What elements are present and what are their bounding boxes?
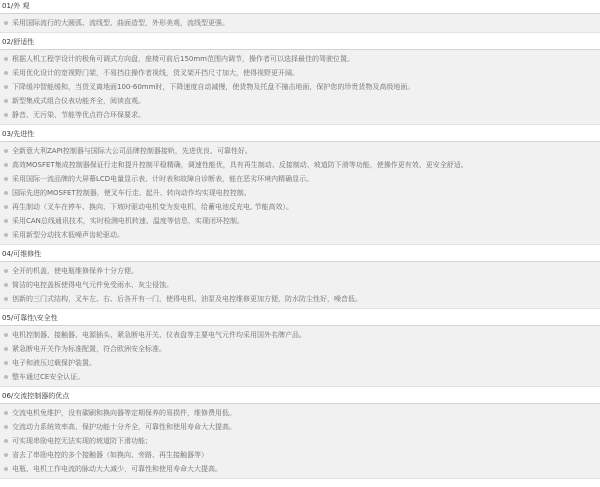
list-item — [0, 370, 600, 384]
list-item — [0, 108, 600, 122]
list-item — [0, 292, 600, 306]
list-item — [0, 406, 600, 420]
list-item — [0, 342, 600, 356]
bullet-icon — [4, 425, 8, 429]
list-item-text: 国际先进的MOSFET控制器，使叉车行走、起升、转向动作均实现电控控制。 — [12, 189, 251, 197]
list-item — [0, 158, 600, 172]
list-item-text: 采用国际流行的大圆弧、流线型、曲面造型，外形美观，流线型更强。 — [12, 19, 229, 27]
list-item-text: 再生制动（叉车在停车、换向、下坡时驱动电机变为发电机，给蓄电池反充电, 节能高效）。 — [12, 203, 293, 211]
bullet-icon — [4, 21, 8, 25]
bullet-icon — [4, 467, 8, 471]
list-item — [0, 66, 600, 80]
section-body — [0, 326, 600, 387]
bullet-icon — [4, 297, 8, 301]
section-reliability-safety — [0, 312, 600, 387]
bullet-icon — [4, 177, 8, 181]
list-item — [0, 16, 600, 30]
section-title: 03/先进性 — [0, 128, 600, 142]
list-item — [0, 448, 600, 462]
list-item — [0, 462, 600, 476]
list-item — [0, 94, 600, 108]
bullet-icon — [4, 163, 8, 167]
list-item — [0, 200, 600, 214]
list-item — [0, 264, 600, 278]
bullet-icon — [4, 191, 8, 195]
bullet-icon — [4, 411, 8, 415]
section-title: 02/舒适性 — [0, 36, 600, 50]
list-item-text: 高效MOSFET集成控制器保证行走和提升控制平稳精确，调速性能优，具有再生制动、反接制动、坡道防下滑等功能，使操作更有效、更安全舒适。 — [12, 161, 468, 169]
bullet-icon — [4, 361, 8, 365]
bullet-icon — [4, 233, 8, 237]
bullet-icon — [4, 269, 8, 273]
section-comfort — [0, 36, 600, 125]
section-title: 01/外 观 — [0, 0, 600, 14]
section-body — [0, 50, 600, 125]
section-body — [0, 262, 600, 309]
bullet-icon — [4, 333, 8, 337]
list-item — [0, 214, 600, 228]
section-title: 04/可维修性 — [0, 248, 600, 262]
list-item-text: 下降缓冲智能缓和，当货叉离地面100-60mm时，下降速度自动减慢，使货物及托盘不撞击地面，保护您的珍贵货物及高级地面。 — [12, 83, 415, 91]
list-item-text: 采用优化设计的宽视野门架，不易挡住操作者视线，货叉架开挡尺寸加大，使得视野更开阔。 — [12, 69, 299, 77]
list-item-text: 全新意大利ZAPI控制器与国际大公司品牌控制器接轨，先进优良、可靠性好。 — [12, 147, 252, 155]
bullet-icon — [4, 57, 8, 61]
bullet-icon — [4, 219, 8, 223]
section-title: 06/交流控制器的优点 — [0, 390, 600, 404]
list-item-text: 采用国际一流品牌的大屏幕LCD电量显示表、计时表和故障自诊断表，能在恶劣环境内精确显示。 — [12, 175, 314, 183]
list-item-text: 交流动力系统效率高、保护功能十分齐全，可靠性和使用寿命大大提高。 — [12, 423, 236, 431]
list-item-text: 新型集成式组合仪表功能齐全，阅读直观。 — [12, 97, 145, 105]
bullet-icon — [4, 375, 8, 379]
list-item — [0, 278, 600, 292]
list-item-text: 可实现串励电控无法实现的坡道防下滑功能； — [12, 437, 152, 445]
section-body — [0, 404, 600, 479]
bullet-icon — [4, 85, 8, 89]
list-item — [0, 144, 600, 158]
list-item-text: 采用CAN总线通讯技术，实时检测电机转速、温度等信息，实现闭环控制。 — [12, 217, 244, 225]
list-item-text: 紧急断电开关作为标准配置，符合欧洲安全标准。 — [12, 345, 166, 353]
section-title: 05/可靠性\安全性 — [0, 312, 600, 326]
list-item — [0, 420, 600, 434]
section-maintainability — [0, 248, 600, 309]
list-item — [0, 434, 600, 448]
list-item-text: 交流电机免维护，没有碳刷和换向器等定期保养的易损件，维修费用低。 — [12, 409, 236, 417]
bullet-icon — [4, 283, 8, 287]
list-item-text: 电瓶、电机工作电流的脉动大大减少，可靠性和使用寿命大大提高。 — [12, 465, 222, 473]
list-item-text: 创新的三门式结构，叉车左、右、后各开有一门，使得电机、油泵及电控维修更加方便，防水防尘性好，噪音低。 — [12, 295, 362, 303]
list-item-text: 全开的机盖，使电瓶维修保养十分方便。 — [12, 267, 138, 275]
list-item — [0, 356, 600, 370]
bullet-icon — [4, 149, 8, 153]
bullet-icon — [4, 347, 8, 351]
list-item-text: 采用新型分动技术低噪声齿轮驱动。 — [12, 231, 124, 239]
list-item — [0, 172, 600, 186]
list-item-text: 省去了串励电控的多个接触器（如换向、旁路、再生接触器等） — [12, 451, 208, 459]
section-exterior — [0, 0, 600, 33]
list-item-text: 静音、无污染、节能等优点符合环保要求。 — [12, 111, 145, 119]
list-item — [0, 228, 600, 242]
list-item-text: 根据人机工程学设计的极角可调式方向盘，座椅可前后150mm范围内调节，操作者可以选择最佳的驾驶位置。 — [12, 55, 354, 63]
list-item-text: 整车通过CE安全认证。 — [12, 373, 85, 381]
bullet-icon — [4, 71, 8, 75]
list-item — [0, 52, 600, 66]
bullet-icon — [4, 439, 8, 443]
bullet-icon — [4, 99, 8, 103]
section-body — [0, 14, 600, 33]
list-item — [0, 80, 600, 94]
list-item-text: 简洁的电控盖板使得电气元件免受雨水、灰尘侵蚀。 — [12, 281, 173, 289]
bullet-icon — [4, 453, 8, 457]
section-advancement — [0, 128, 600, 245]
list-item-text: 电子和液压过载保护装置。 — [12, 359, 96, 367]
list-item-text: 电机控制器、接触器、电源插头、紧急断电开关、仪表盘等主要电气元件均采用国外名牌产品。 — [12, 331, 306, 339]
bullet-icon — [4, 113, 8, 117]
bullet-icon — [4, 205, 8, 209]
list-item — [0, 186, 600, 200]
section-body — [0, 142, 600, 245]
list-item — [0, 328, 600, 342]
section-ac-controller-advantages — [0, 390, 600, 479]
